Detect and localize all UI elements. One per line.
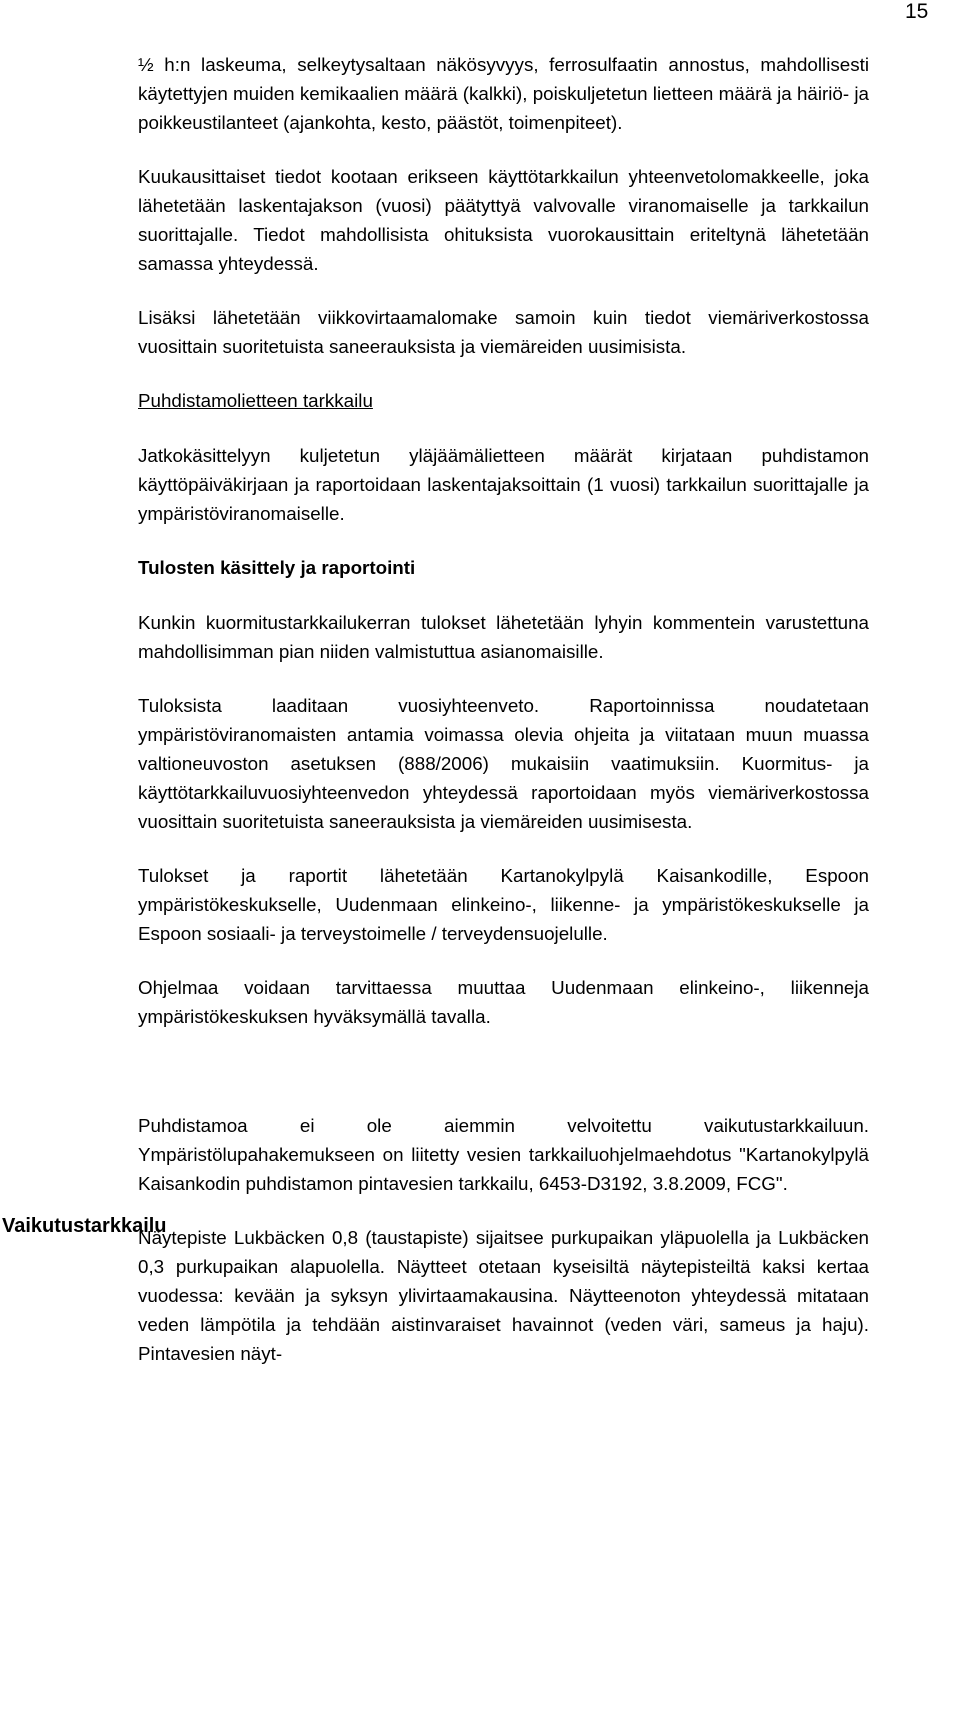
page-number: 15 — [905, 0, 929, 23]
paragraph: Puhdistamoa ei ole aiemmin velvoitettu vaikutustarkkailuun. Ympäristölupahakemukseen on liitetty vesien tarkkailuohjelmaehdotus "Kartanokylpylä Kaisankodin puhdistamon pintavesien tarkkailu, 6453-D3192, 3.8.2009, FCG". — [138, 1115, 869, 1194]
paragraph: Näytepiste Lukbäcken 0,8 (taustapiste) sijaitsee purkupaikan yläpuolella ja Lukbäcken 0,3 purkupaikan alapuolella. Näytteet otetaan kyseisiltä näytepisteiltä kaksi kertaa vuodessa: kevään ja syksyn ylivirtaamakausina. Näytteenoton yhteydessä mitataan veden lämpötila ja tehdään aistinvaraiset havainnot (veden väri, sameus ja haju). Pintavesien näyt- — [138, 1227, 869, 1364]
section-heading-results-reporting: Tulosten käsittely ja raportointi — [138, 557, 416, 578]
paragraph: Lisäksi lähetetään viikkovirtaamalomake samoin kuin tiedot viemäriverkostossa vuosittain suoritetuista saneerauksista ja viemäreiden uusimisista. — [138, 307, 869, 357]
section-heading-sludge-monitoring: Puhdistamolietteen tarkkailu — [138, 390, 373, 411]
paragraph: Jatkokäsittelyyn kuljetetun yläjäämälietteen määrät kirjataan puhdistamon käyttöpäiväkirjaan ja raportoidaan laskentajaksoittain (1 vuosi) tarkkailun suorittajalle ja ympäristöviranomaiselle. — [138, 445, 869, 524]
side-heading-impact-monitoring: Vaikutustarkkailu — [2, 1215, 167, 1237]
document-body — [138, 50, 869, 1368]
paragraph: Kuukausittaiset tiedot kootaan erikseen käyttötarkkailun yhteenvetolomakkeelle, joka lähetetään laskentajakson (vuosi) päätyttyä valvovalle viranomaiselle ja tarkkailun suorittajalle. Tiedot mahdollisista ohituksista vuorokausittain eriteltynä lähetetään samassa yhteydessä. — [138, 166, 869, 274]
paragraph: Tuloksista laaditaan vuosiyhteenveto. Raportoinnissa noudatetaan ympäristöviranomaisten antamia voimassa olevia ohjeita ja viitataan muun muassa valtioneuvoston asetuksen (888/2006) mukaisiin vaatimuksiin. Kuormitus- ja käyttötarkkailuvuosiyhteenvedon yhteydessä raportoidaan myös viemäriverkostossa vuosittain suoritetuista saneerauksista ja viemäreiden uusimisesta. — [138, 695, 869, 832]
spacer — [138, 1056, 869, 1111]
paragraph: Tulokset ja raportit lähetetään Kartanokylpylä Kaisankodille, Espoon ympäristökeskukselle, Uudenmaan elinkeino-, liikenne- ja ympäristökeskukselle ja Espoon sosiaali- ja terveystoimelle / terveydensuojelulle. — [138, 865, 869, 944]
paragraph: Ohjelmaa voidaan tarvittaessa muuttaa Uudenmaan elinkeino-, liikenneja ympäristökeskuksen hyväksymällä tavalla. — [138, 977, 869, 1027]
paragraph: ½ h:n laskeuma, selkeytysaltaan näkösyvyys, ferrosulfaatin annostus, mahdollisesti käytettyjen muiden kemikaalien määrä (kalkki), poiskuljetetun lietteen määrä ja häiriö- ja poikkeustilanteet (ajankohta, kesto, päästöt, toimenpiteet). — [138, 54, 869, 133]
paragraph: Kunkin kuormitustarkkailukerran tulokset lähetetään lyhyin kommentein varustettuna mahdollisimman pian niiden valmistuttua asianomaisille. — [138, 612, 869, 662]
